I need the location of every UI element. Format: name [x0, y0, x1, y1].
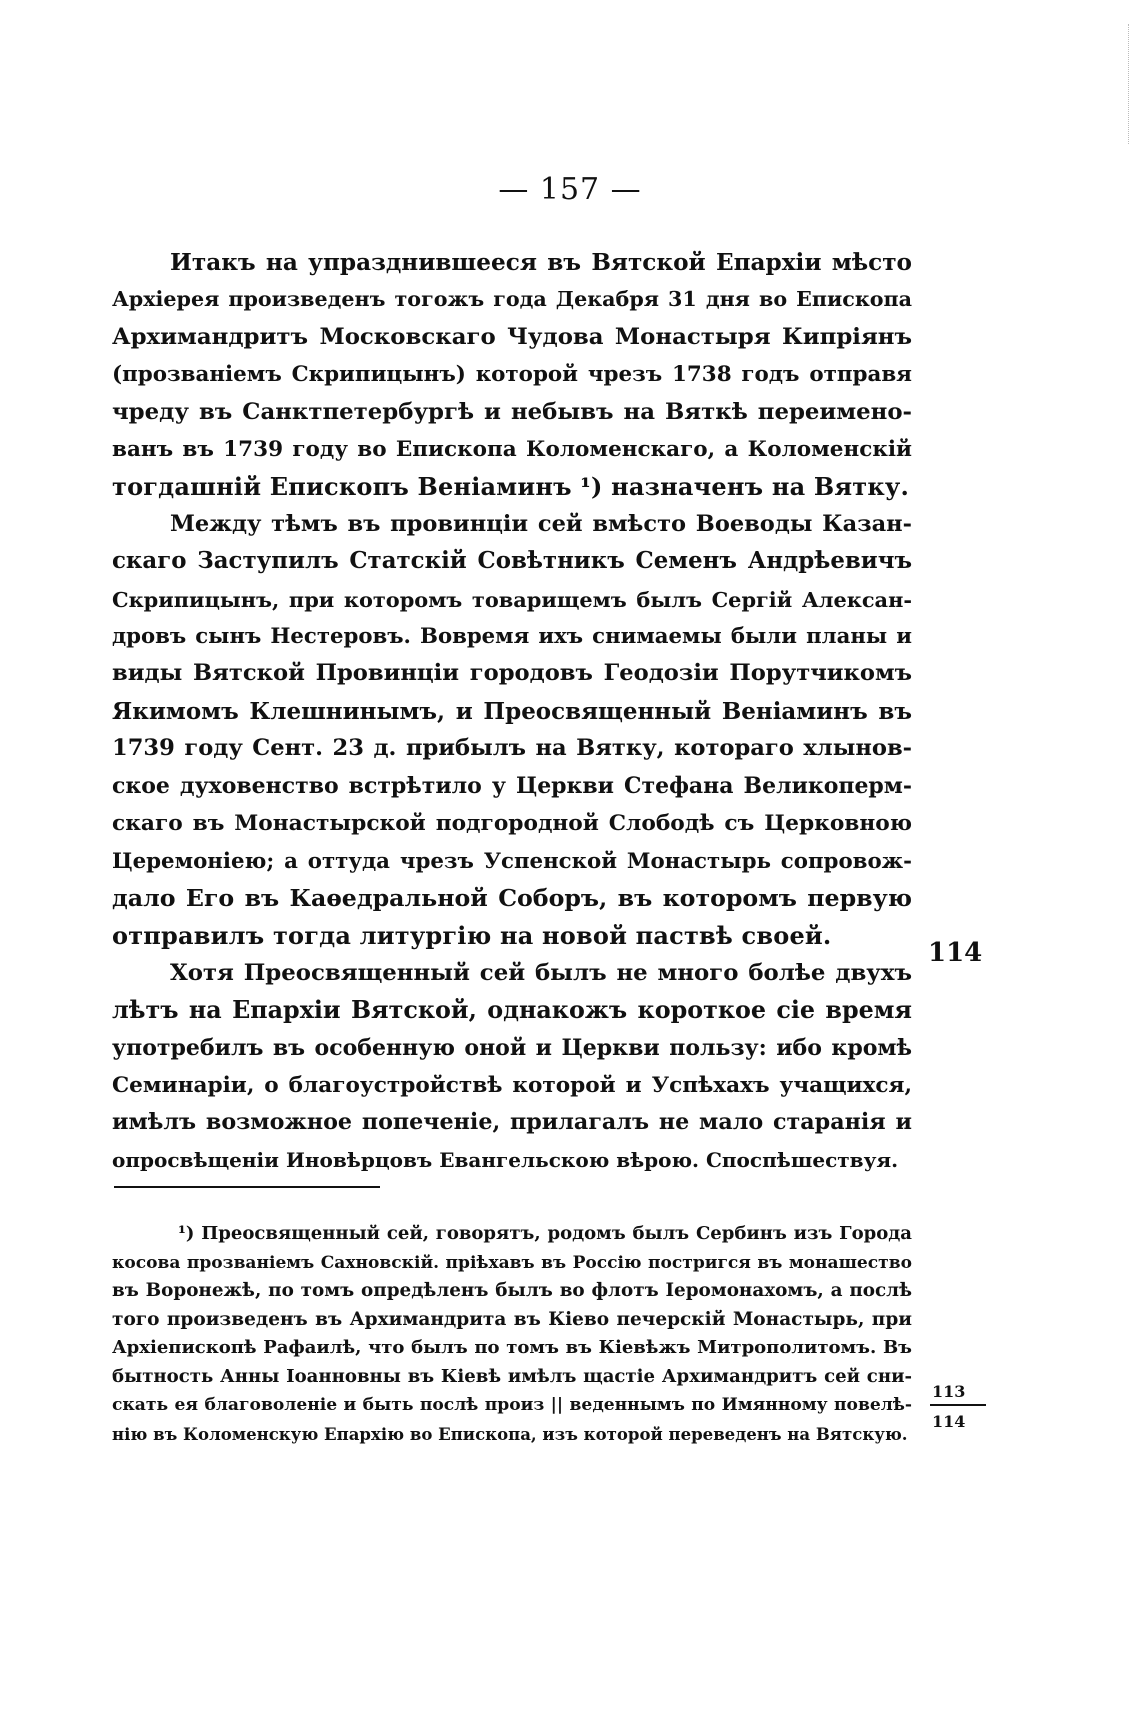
paragraph-2 — [112, 506, 912, 955]
text-line: Семинаріи, о благоустройствѣ которой и Успѣхахъ учащихся, — [112, 1072, 912, 1098]
footnote — [112, 1220, 912, 1448]
text-line: отправилъ тогда литургію на новой паствѣ своей. — [112, 921, 832, 951]
footnote-line: ¹) Преосвященный сей, говорятъ, родомъ былъ Сербинъ изъ Города — [178, 1223, 912, 1244]
text-line: Скрипицынъ, при которомъ товарищемъ былъ Сергій Алексан- — [112, 586, 912, 612]
text-line: (прозваніемъ Скрипицынъ) которой чрезъ 1738 годъ отправя — [112, 362, 912, 388]
text-line: ванъ въ 1739 году во Епископа Коломенскаго, а Коломенскій — [112, 437, 912, 463]
text-line: ское духовенство встрѣтило у Церкви Стефана Великоперм- — [112, 772, 912, 799]
text-line: скаго Заступилъ Статскій Совѣтникъ Семенъ Андрѣевичъ — [112, 548, 912, 575]
footnote-line: Архіепископѣ Рафаилѣ, что былъ по томъ въ Кіевѣжъ Митрополитомъ. Въ — [112, 1337, 912, 1358]
text-line: чреду въ Санктпетербургѣ и небывъ на Вяткѣ переимено- — [112, 398, 912, 425]
page-edge-mark — [1128, 24, 1131, 144]
footnote-line: бытность Анны Іоанновны въ Кіевѣ имѣлъ щастіе Архимандритъ сей сни- — [112, 1365, 912, 1387]
text-line: Между тѣмъ въ провинціи сей вмѣсто Воеводы Казан- — [170, 510, 912, 537]
text-line: скаго въ Монастырской подгородной Слободѣ съ Церковною — [112, 811, 912, 837]
page-number: — 157 — — [498, 172, 642, 207]
paragraph-1 — [112, 244, 912, 506]
footnote-separator — [114, 1186, 380, 1188]
text-line: Хотя Преосвященный сей былъ не много болѣе двухъ — [170, 959, 912, 986]
text-line: дало Его въ Каѳедральной Соборъ, въ которомъ первую — [112, 883, 912, 912]
text-line: Якимомъ Клешнинымъ, и Преосвященный Веніаминъ въ — [112, 697, 912, 725]
text-line: Архіерея произведенъ тогожъ года Декабря 31 дня во Епископа — [112, 287, 912, 312]
footnote-line: скать ея благоволеніе и быть послѣ произ || веденнымъ по Имянному повелѣ- — [112, 1395, 912, 1415]
leaf-marker-top: 113 — [932, 1382, 966, 1401]
leaf-marker-divider — [930, 1404, 986, 1406]
leaf-marker-bottom: 114 — [932, 1412, 966, 1431]
paragraph-3 — [112, 955, 912, 1179]
margin-page-number: 114 — [928, 938, 983, 968]
footnote-line: того произведенъ въ Архимандрита въ Кіево печерскій Монастырь, при — [112, 1308, 912, 1330]
text-line: дровъ сынъ Нестеровъ. Вовремя ихъ снимаемы были планы и — [112, 624, 912, 650]
text-line: Церемоніею; а оттуда чрезъ Успенской Монастырь сопровож- — [112, 848, 912, 874]
text-line: Итакъ на упразднившееся въ Вятской Епархіи мѣсто — [170, 249, 912, 276]
footnote-line: косова прозваніемъ Сахновскій. пріѣхавъ въ Россію постригся въ монашество — [112, 1252, 912, 1273]
text-line: имѣлъ возможное попеченіе, прилагалъ не мало старанія и — [112, 1109, 912, 1136]
text-line: 1739 году Сент. 23 д. прибылъ на Вятку, котораго хлынов- — [112, 735, 912, 762]
main-text — [112, 244, 912, 1179]
text-line: употребилъ въ особенную оной и Церкви пользу: ибо кромѣ — [112, 1034, 912, 1061]
text-line: опросвѣщеніи Иновѣрцовъ Евангельскою вѣрою. Споспѣшествуя. — [112, 1147, 899, 1172]
text-line: лѣтъ на Епархіи Вятской, однакожъ короткое сіе время — [112, 996, 912, 1025]
text-line: Архимандритъ Московскаго Чудова Монастыря Кипріянъ — [112, 323, 912, 350]
text-line: виды Вятской Провинціи городовъ Геодозіи Порутчикомъ — [112, 660, 912, 687]
footnote-line: нію въ Коломенскую Епархію во Епископа, изъ которой переведенъ на Вятскую. — [112, 1423, 908, 1444]
footnote-line: въ Воронежѣ, по томъ опредѣленъ былъ во флотъ Іеромонахомъ, а послѣ — [112, 1280, 912, 1301]
text-line: тогдашній Епископъ Веніаминъ ¹) назначенъ на Вятку. — [112, 472, 910, 502]
